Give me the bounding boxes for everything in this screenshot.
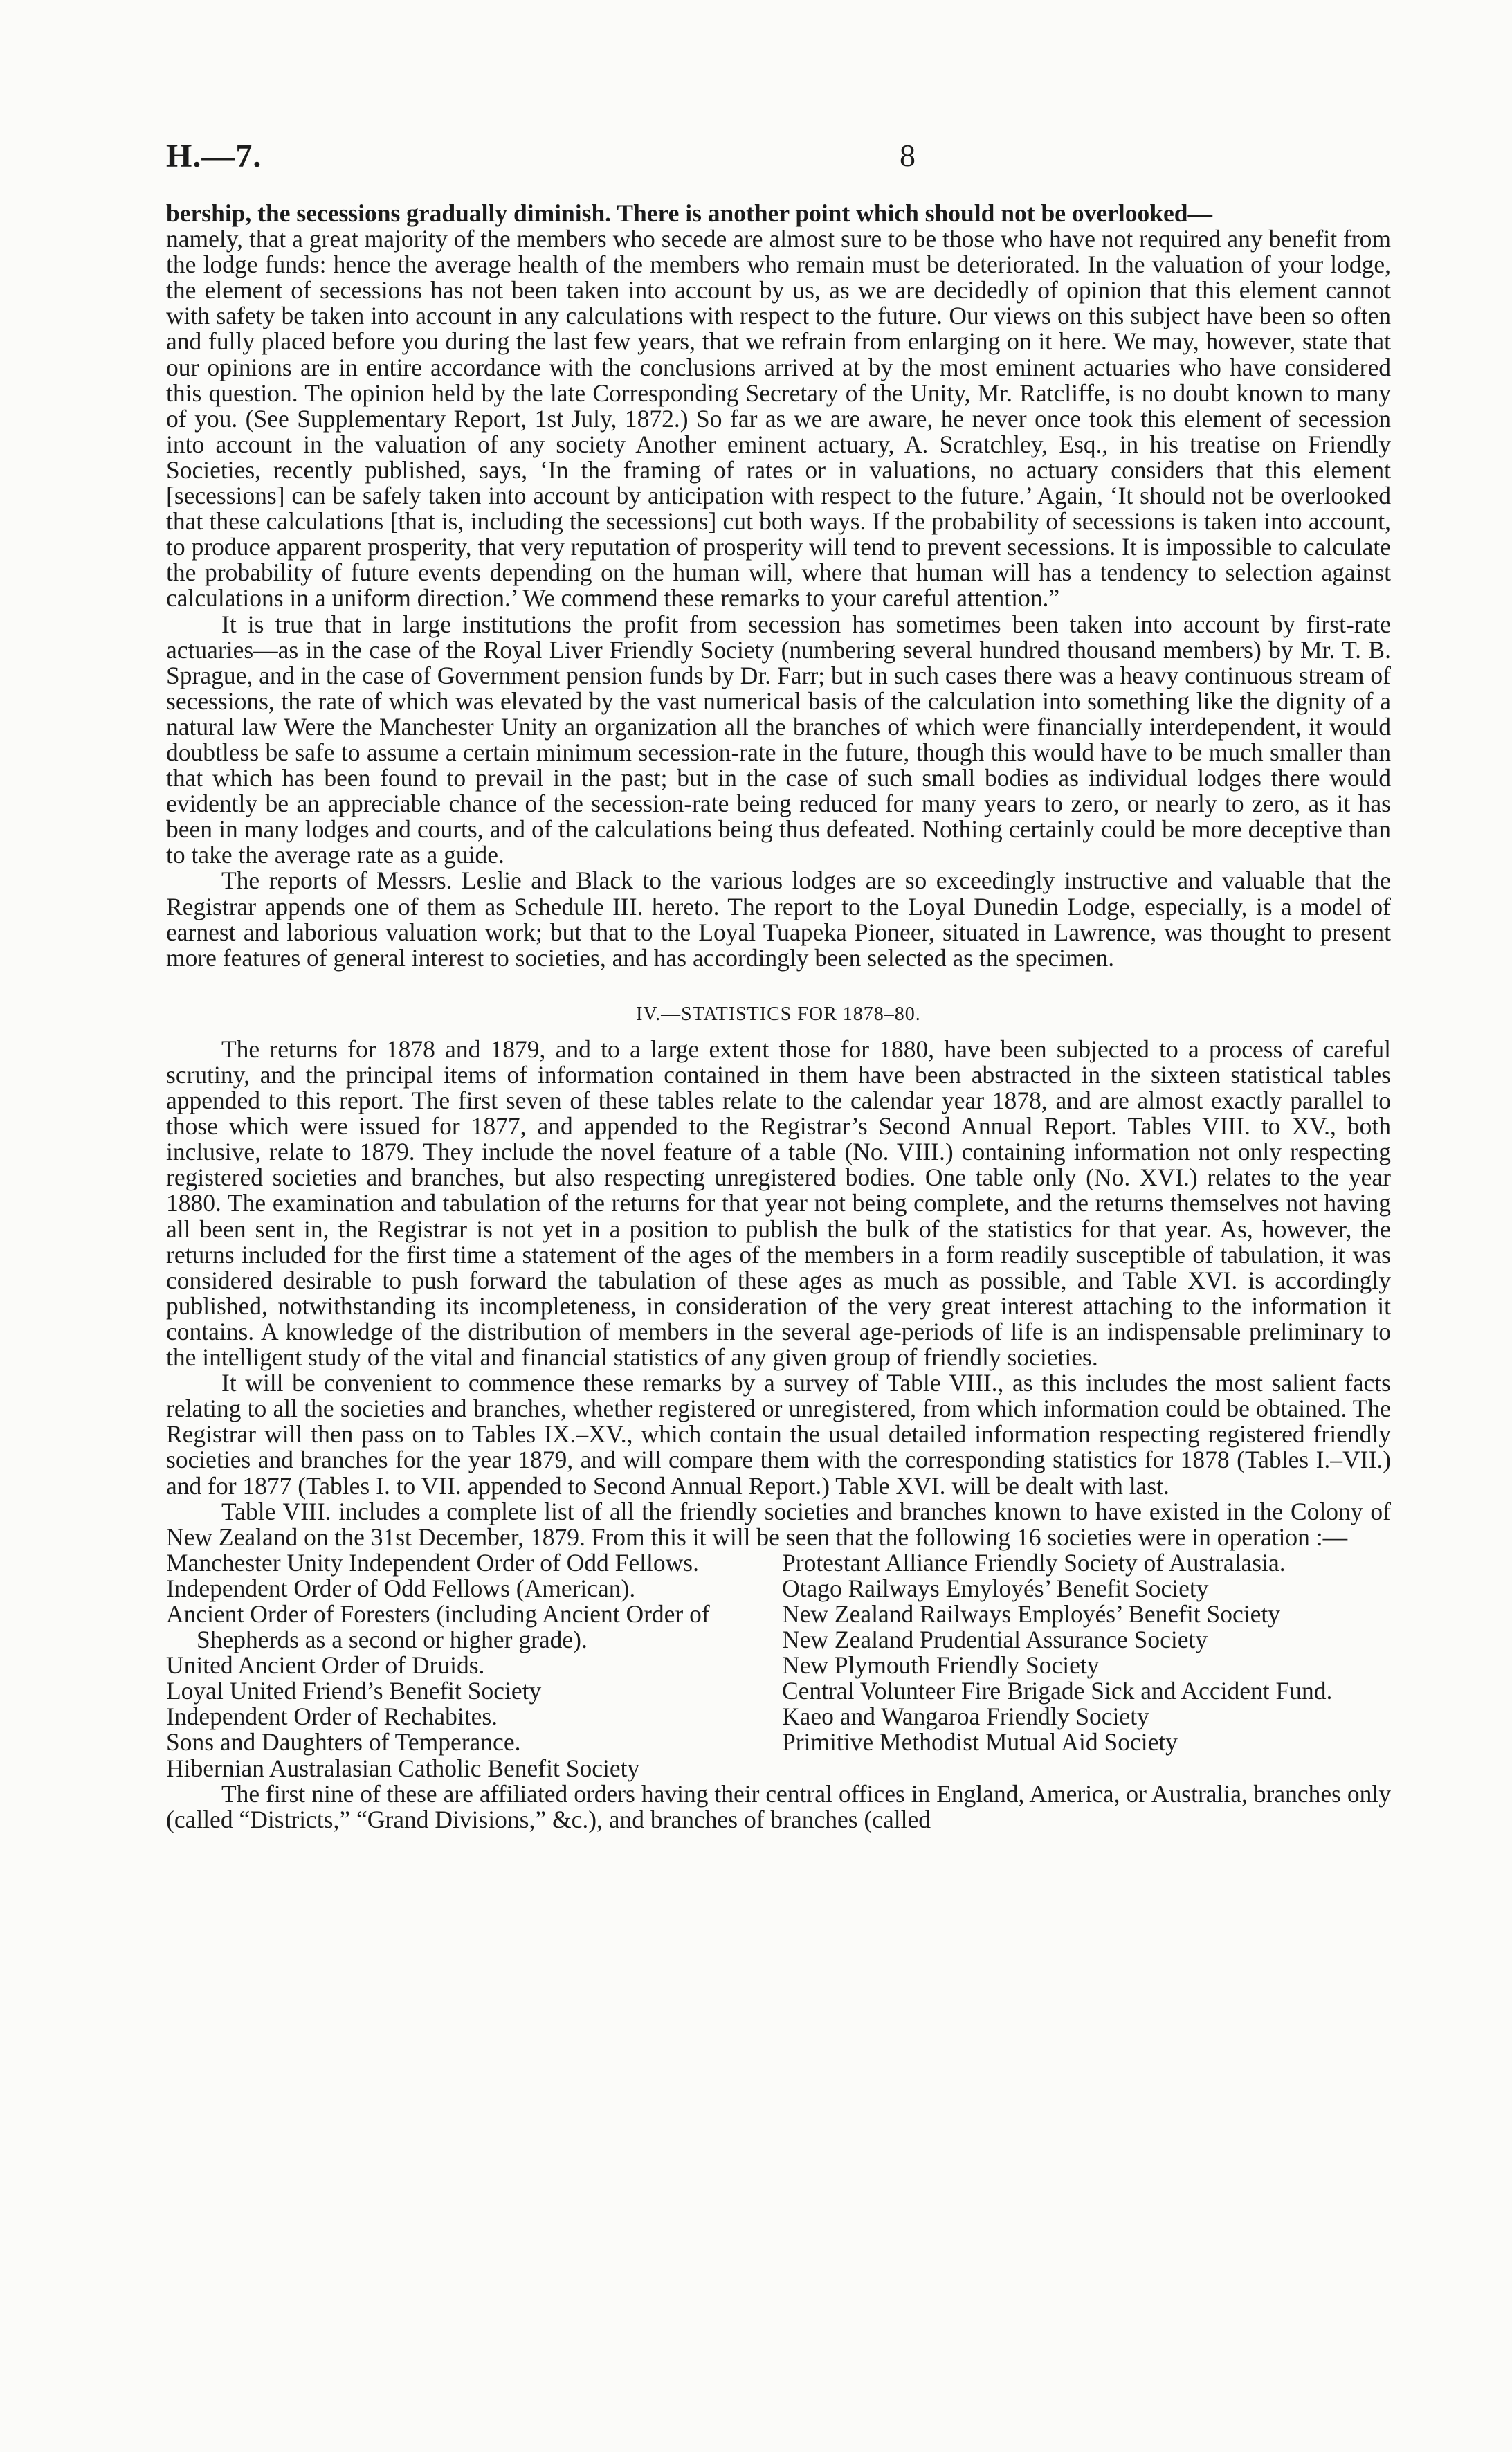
list-item: New Zealand Prudential Assurance Society — [782, 1626, 1208, 1654]
list-item: Independent Order of Rechabites. — [166, 1702, 498, 1731]
paragraph-returns: The returns for 1878 and 1879, and to a large extent those for 1880, have been subjected to a process of careful scrutiny, and the principal items of information contained in them have been abstracted in the sixteen statistical tables appended to this report. The first seven of these tables relate to the calendar year 1878, and are almost exactly parallel to those which were issued for 1877, and appended to the Registrar’s Second Annual Report. Tables VIII. to XV., both inclusive, relate to 1879. They include the novel feature of a table (No. VIII.) containing information not only respecting registered societies and branches, but also respecting unregistered bodies. One table only (No. XVI.) relates to the year 1880. The examination and tabulation of the returns for that year not being complete, and the returns themselves not having all been sent in, the Registrar is not yet in a position to publish the bulk of the statistics for that year. As, however, the returns included for the first time a statement of the ages of the members in a form readily susceptible of tabulation, it was considered desirable to push forward the tabulation of these ages as much as possible, and Table XVI. is accordingly published, notwithstanding its incompleteness, in consideration of the very great interest attaching to the information it contains. A knowledge of the distribution of members in the several age-periods of life is an indispensable preliminary to the intelligent study of the vital and financial statistics of any given group of friendly societies. — [166, 1035, 1391, 1372]
list-item: New Zealand Railways Employés’ Benefit Society — [782, 1599, 1280, 1628]
paragraph-large-institutions: It is true that in large institutions the profit from secession has sometimes been taken into account by first-rate actuaries—as in the case of the Royal Liver Friendly Society (numbering several hundred thousand members) by Mr. T. B. Sprague, and in the case of Government pension funds by Dr. Farr; but in such cases there was a heavy continuous stream of secessions, the rate of which was elevated by the vast numerical basis of the calculation into something like the dignity of a natural law Were the Manchester Unity an organization all the branches of which were financially interdependent, it would doubtless be safe to assume a certain minimum secession-rate in the future, though this would have to be much smaller than that which has been found to prevail in the past; but in the case of such small bodies as individual lodges there would evidently be an appreciable chance of the secession-rate being reduced for many years to zero, or nearly to zero, as it has been in many lodges and courts, and of the calculations being thus defeated. Nothing certainly could be more deceptive than to take the average rate as a guide. — [166, 610, 1391, 869]
list-item: Central Volunteer Fire Brigade Sick and Accident Fund. — [782, 1677, 1333, 1705]
page-header — [166, 137, 1391, 179]
list-item: Independent Order of Odd Fellows (American). — [166, 1574, 636, 1602]
society-list-right — [782, 1550, 1391, 1781]
list-item: United Ancient Order of Druids. — [166, 1651, 485, 1680]
section-heading: IV.—STATISTICS FOR 1878–80. — [636, 1003, 921, 1025]
list-item: Hibernian Australasian Catholic Benefit Society — [166, 1754, 640, 1782]
paragraph-affiliated-orders: The first nine of these are affiliated orders having their central offices in England, America, or Australia, branches only (called “Districts,” “Grand Divisions,” &c.), and branches of branches (called — [166, 1779, 1391, 1833]
list-item: Loyal United Friend’s Benefit Society — [166, 1677, 542, 1705]
paragraph-secessions: namely, that a great majority of the members who secede are almost sure to be those who have not required any benefit from the lodge funds: hence the average health of the members who remain must be deteriorated. In the valuation of your lodge, the element of secessions has not been taken into account by us, as we are decidedly of opinion that this element cannot with safety be taken into account in any calculations with respect to the future. Our views on this subject have been so often and fully placed before you during the last few years, that we refrain from enlarging on it here. We may, however, state that our opinions are in entire accordance with the conclusions arrived at by the most eminent actuaries who have considered this question. The opinion held by the late Corresponding Secretary of the Unity, Mr. Ratcliffe, is no doubt known to many of you. (See Supplementary Report, 1st July, 1872.) So far as we are aware, he never once took this element of secession into account in the valuation of any society Another eminent actuary, A. Scratchley, Esq., in his treatise on Friendly Societies, recently published, says, ‘In the framing of rates or in valuations, no actuary considers that this element [secessions] can be safely taken into account by anticipation with respect to the future.’ Again, ‘It should not be overlooked that these calculations [that is, including the secessions] cut both ways. If the probability of secessions is taken into account, to produce apparent prosperity, that very reputation of prosperity will tend to prevent secessions. It is impossible to calculate the probability of future events depending on the human will, where that human will has a tendency to selection against calculations in a uniform direction.’ We commend these remarks to your careful attention.” — [166, 225, 1391, 612]
list-item: Kaeo and Wangaroa Friendly Society — [782, 1702, 1149, 1731]
list-item: Sons and Daughters of Temperance. — [166, 1728, 521, 1756]
society-list-left — [166, 1550, 768, 1781]
society-list — [166, 1550, 1391, 1781]
list-item: Manchester Unity Independent Order of Odd Fellows. — [166, 1548, 699, 1577]
list-item: Protestant Alliance Friendly Society of Australasia. — [782, 1548, 1286, 1577]
list-item: New Plymouth Friendly Society — [782, 1651, 1100, 1680]
list-item: Otago Railways Emyloyés’ Benefit Society — [782, 1574, 1209, 1602]
paragraph-table-viii: Table VIII. includes a complete list of all the friendly societies and branches known to have existed in the Colony of New Zealand on the 31st December, 1879. From this it will be seen that the following 16 societies were in operation :— — [166, 1497, 1391, 1551]
paragraph-survey: It will be convenient to commence these remarks by a survey of Table VIII., as this includes the most salient facts relating to all the societies and branches, whether registered or unregistered, from which information could be obtained. The Registrar will then pass on to Tables IX.–XV., which contain the usual detailed information respecting registered friendly societies and branches for the year 1879, and will compare them with the corresponding statistics for 1878 (Tables I.–VII.) and for 1877 (Tables I. to VII. appended to Second Annual Report.) Table XVI. will be dealt with last. — [166, 1369, 1391, 1500]
list-item: Primitive Methodist Mutual Aid Society — [782, 1728, 1178, 1756]
page-number: 8 — [900, 138, 916, 173]
document-reference: H.—7. — [166, 138, 262, 174]
paragraph-reports: The reports of Messrs. Leslie and Black to the various lodges are so exceedingly instructive and valuable that the Registrar appends one of them as Schedule III. hereto. The report to the Loyal Dunedin Lodge, especially, is a model of earnest and laborious valuation work; but that to the Loyal Tuapeka Pioneer, situated in Lawrence, was thought to present more features of general interest to societies, and has accordingly been selected as the specimen. — [166, 866, 1391, 972]
page-body — [166, 201, 1391, 1833]
list-item: Ancient Order of Foresters (including Ancient Order of Shepherds as a second or higher grade). — [166, 1599, 710, 1654]
paragraph-lead-line: bership, the secessions gradually diminish. There is another point which should not be overlooked— — [166, 199, 1212, 227]
